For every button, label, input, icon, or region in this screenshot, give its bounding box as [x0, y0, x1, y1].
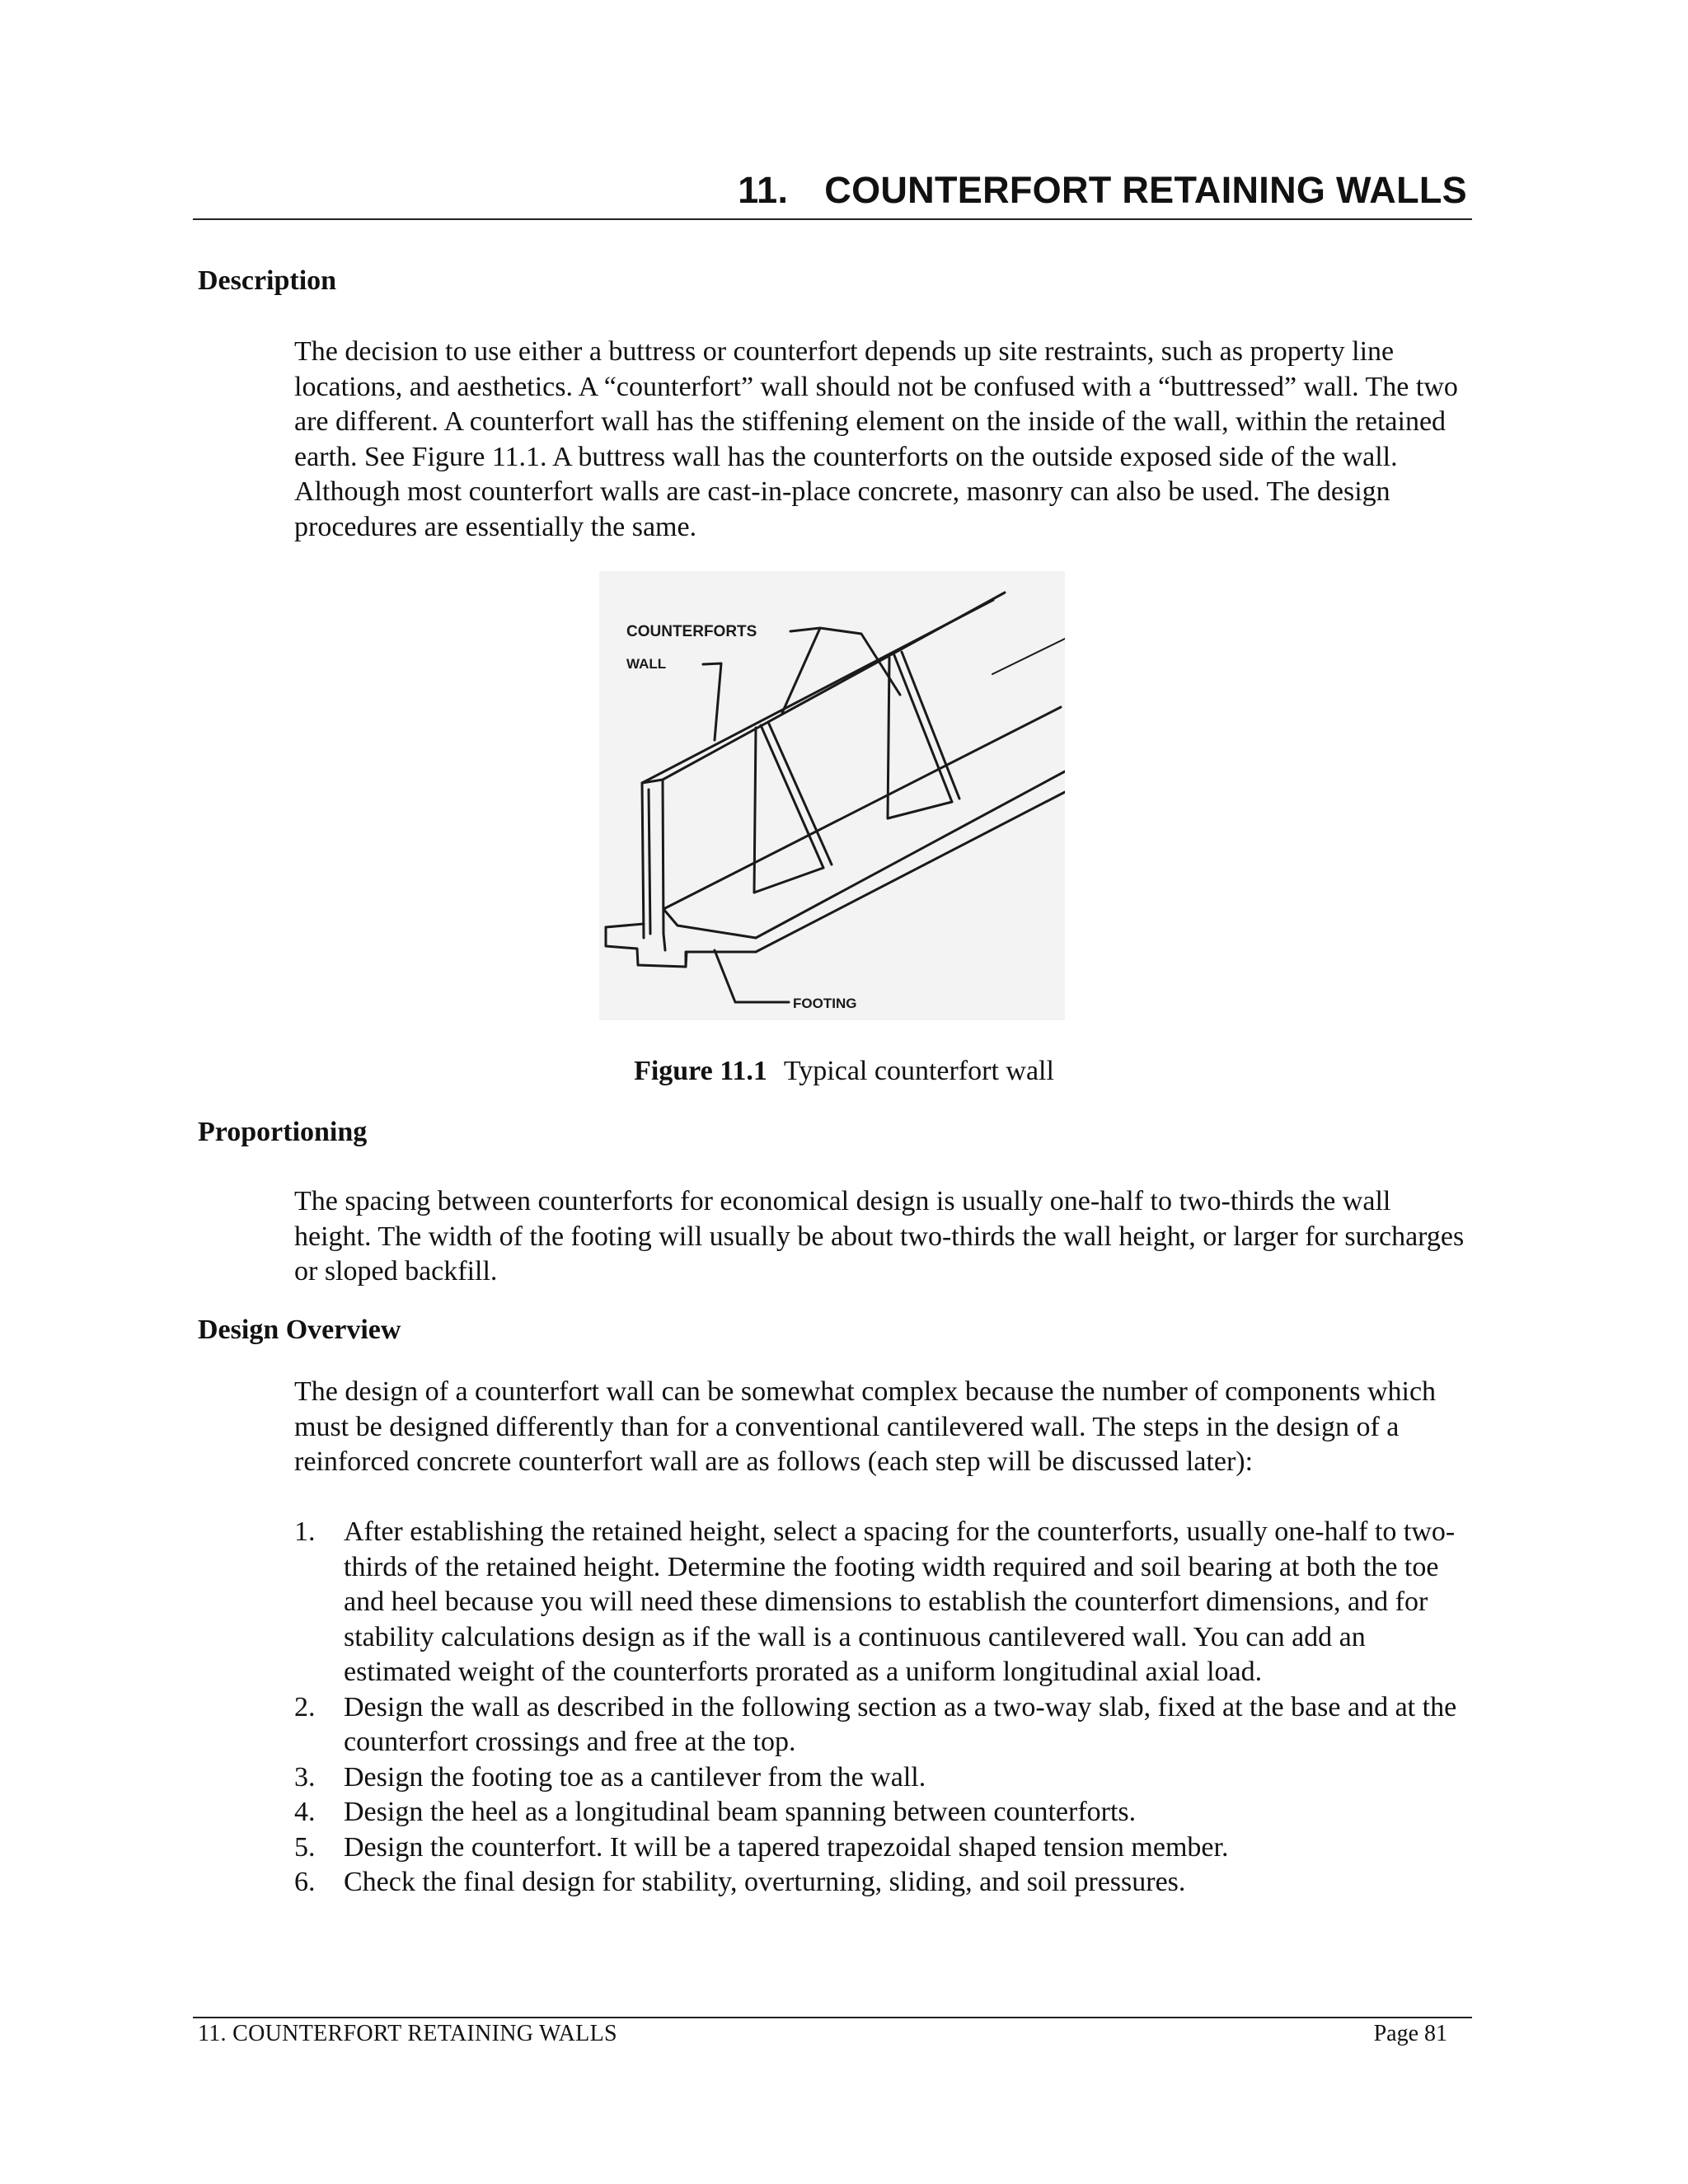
- step-number: 2.: [294, 1691, 316, 1722]
- chapter-number: 11.: [738, 169, 789, 211]
- step-number: 6.: [294, 1867, 316, 1897]
- chapter-title: [193, 169, 1467, 212]
- step-text: After establishing the retained height, select a spacing for the counterforts, usually one-half to two-thirds of the retained height. Determine the footing width required and soil bearing at both the toe and heel because you will need these dimensions to establish the counterfort dimensions, and for stability calculations design as if the wall is a continuous cantilevered wall. You can add an estimated weight of the counterforts prorated as a uniform longitudinal axial load.: [344, 1516, 1456, 1687]
- title-rule: [193, 218, 1472, 220]
- list-item: [294, 1690, 1475, 1760]
- proportioning-heading: Proportioning: [198, 1117, 368, 1147]
- step-number: 5.: [294, 1831, 316, 1863]
- step-number: 3.: [294, 1761, 316, 1793]
- step-text: Design the wall as described in the following section as a two-way slab, fixed at the base and at the counterfort crossings and free at the top.: [344, 1691, 1457, 1757]
- step-text: Check the final design for stability, overturning, sliding, and soil pressures.: [344, 1867, 1186, 1897]
- counterforts-label: COUNTERFORTS: [626, 623, 757, 640]
- figure-caption: [0, 1056, 1688, 1087]
- list-item: [294, 1795, 1475, 1830]
- design-overview-paragraph: The design of a counterfort wall can be somewhat complex because the number of components which must be designed differently than for a conventional cantilevered wall. The steps in the design of a reinforced concrete counterfort wall are as follows (each step will be discussed later):: [294, 1376, 1437, 1477]
- figure-caption-label: Figure 11.1: [634, 1056, 767, 1086]
- list-item: [294, 1515, 1475, 1690]
- list-item: [294, 1760, 1475, 1796]
- page-number: Page 81: [1373, 2021, 1447, 2046]
- description-paragraph: The decision to use either a buttress or counterfort depends up site restraints, such as property line locations, and aesthetics. A “counterfort” wall should not be confused with a “buttressed” wall. The two are different. A counterfort wall has the stiffening element on the inside of the wall, within the retained earth. See Figure 11.1. A buttress wall has the counterforts on the outside exposed side of the wall. Although most counterfort walls are cast-in-place concrete, masonry can also be used. The design procedures are essentially the same.: [294, 336, 1458, 542]
- design-steps-list: [294, 1515, 1475, 1900]
- counterfort-wall-drawing: [599, 571, 1065, 1020]
- footer-chapter-title: 11. COUNTERFORT RETAINING WALLS: [198, 2021, 617, 2046]
- footing-label: FOOTING: [793, 996, 857, 1011]
- counterfort-wall-figure: [599, 571, 1065, 1020]
- step-text: Design the counterfort. It will be a tapered trapezoidal shaped tension member.: [344, 1831, 1229, 1863]
- step-number: 1.: [294, 1516, 316, 1547]
- proportioning-paragraph: The spacing between counterforts for economical design is usually one-half to two-thirds the wall height. The width of the footing will usually be about two-thirds the wall height, or larger for surcharges or sloped backfill.: [294, 1186, 1465, 1286]
- step-text: Design the heel as a longitudinal beam spanning between counterforts.: [344, 1797, 1137, 1827]
- wall-label: WALL: [626, 656, 667, 672]
- footer-rule: [193, 2017, 1472, 2018]
- figure-caption-text: Typical counterfort wall: [783, 1056, 1054, 1086]
- step-number: 4.: [294, 1797, 316, 1827]
- chapter-title-text: COUNTERFORT RETAINING WALLS: [824, 169, 1467, 211]
- list-item: [294, 1830, 1475, 1866]
- description-heading: Description: [198, 265, 337, 296]
- list-item: [294, 1865, 1475, 1900]
- design-overview-heading: Design Overview: [198, 1315, 401, 1345]
- step-text: Design the footing toe as a cantilever from the wall.: [344, 1761, 926, 1793]
